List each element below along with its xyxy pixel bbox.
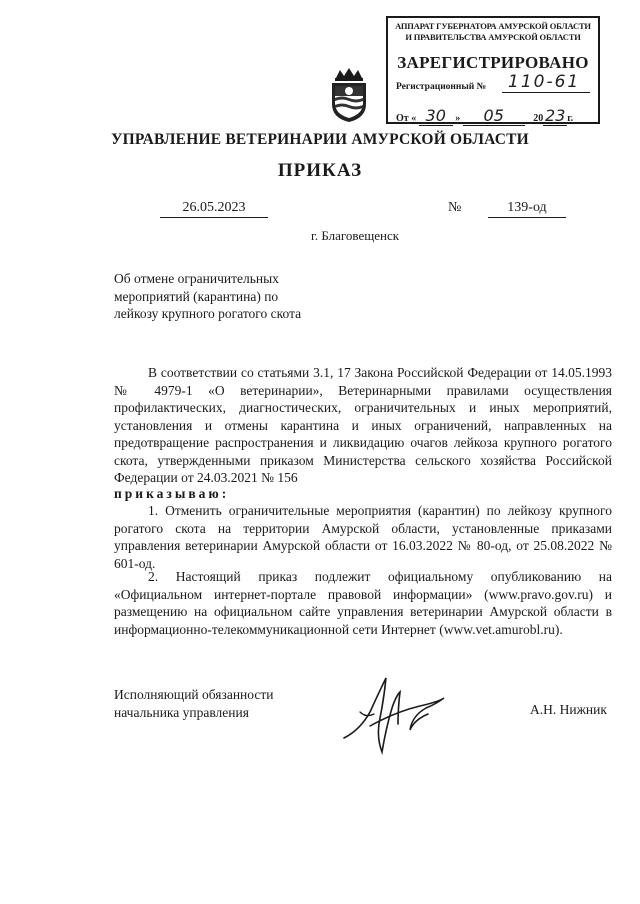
stamp-year-end: г. bbox=[567, 113, 574, 124]
order-date: 26.05.2023 bbox=[160, 200, 268, 218]
stamp-line2: И ПРАВИТЕЛЬСТВА АМУРСКОЙ ОБЛАСТИ bbox=[405, 32, 581, 42]
stamp-year-prefix: 20 bbox=[533, 113, 544, 124]
amur-region-coat-of-arms-icon bbox=[324, 66, 374, 124]
stamp-date-row bbox=[396, 106, 573, 126]
item-2-paragraph bbox=[114, 568, 612, 638]
handwritten-signature-icon bbox=[340, 668, 450, 758]
signatory-position-line1: Исполняющий обязанности bbox=[114, 687, 274, 702]
stamp-day: 30 bbox=[419, 106, 453, 126]
item-2-text: 2. Настоящий приказ подлежит официальному опубликованию на «Официальном интернет-портале правовой информации» (www.pravo.gov.ru) и размещению на официальном сайте управления ветеринарии Амурской области в информационно-телекоммуникационной сети Интернет (www.vet.amurobl.ru). bbox=[114, 569, 612, 637]
stamp-year-suffix: 23 bbox=[545, 106, 566, 125]
signatory-name: А.Н. Нижник bbox=[530, 702, 607, 717]
item-1-paragraph bbox=[114, 502, 612, 572]
registration-stamp bbox=[386, 16, 600, 124]
stamp-month: 05 bbox=[463, 106, 525, 126]
stamp-date-mid: » bbox=[455, 113, 461, 124]
order-word: приказываю: bbox=[114, 486, 230, 501]
city: г. Благовещенск bbox=[310, 228, 400, 243]
preamble-paragraph bbox=[114, 364, 612, 487]
order-number-label: № bbox=[448, 200, 462, 215]
stamp-date-prefix: От « bbox=[396, 113, 417, 124]
signatory-position bbox=[114, 686, 273, 721]
document-type: ПРИКАЗ bbox=[277, 160, 363, 181]
stamp-reg-label: Регистрационный № bbox=[396, 82, 487, 92]
order-number: 139-од bbox=[488, 200, 566, 218]
preamble-text: В соответствии со статьями 3.1, 17 Закона Российской Федерации от 14.05.1993 № 4979-1 «О ветеринарии», Ветеринарными правилами осуществления профилактических, диагностических, ограничительных и иных мероприятий, установления и отмены карантина и иных ограничений, направленных на предотвращение распространения и ликвидацию очагов лейкоза крупного рогатого скота, утвержденными приказом Министерства сельского хозяйства Российской Федерации от 24.03.2021 № 156 bbox=[114, 365, 612, 485]
stamp-line1: АППАРАТ ГУБЕРНАТОРА АМУРСКОЙ ОБЛАСТИ bbox=[395, 21, 591, 31]
item-1-text: 1. Отменить ограничительные мероприятия (карантин) по лейкозу крупного рогатого скота на территории Амурской области, установленные приказами управления ветеринарии Амурской области от 16.03.2022 № 80-од, от 25.08.2022 № 601-од. bbox=[114, 503, 612, 571]
signatory-position-line2: начальника управления bbox=[114, 704, 249, 720]
stamp-registered: ЗАРЕГИСТРИРОВАНО bbox=[397, 53, 589, 72]
stamp-reg-number-field bbox=[502, 74, 590, 93]
order-subject: Об отмене ограничительных мероприятий (карантина) по лейкозу крупного рогатого скота bbox=[114, 271, 302, 321]
stamp-reg-number: 110-61 bbox=[508, 72, 581, 92]
organization-name: УПРАВЛЕНИЕ ВЕТЕРИНАРИИ АМУРСКОЙ ОБЛАСТИ bbox=[111, 131, 529, 148]
